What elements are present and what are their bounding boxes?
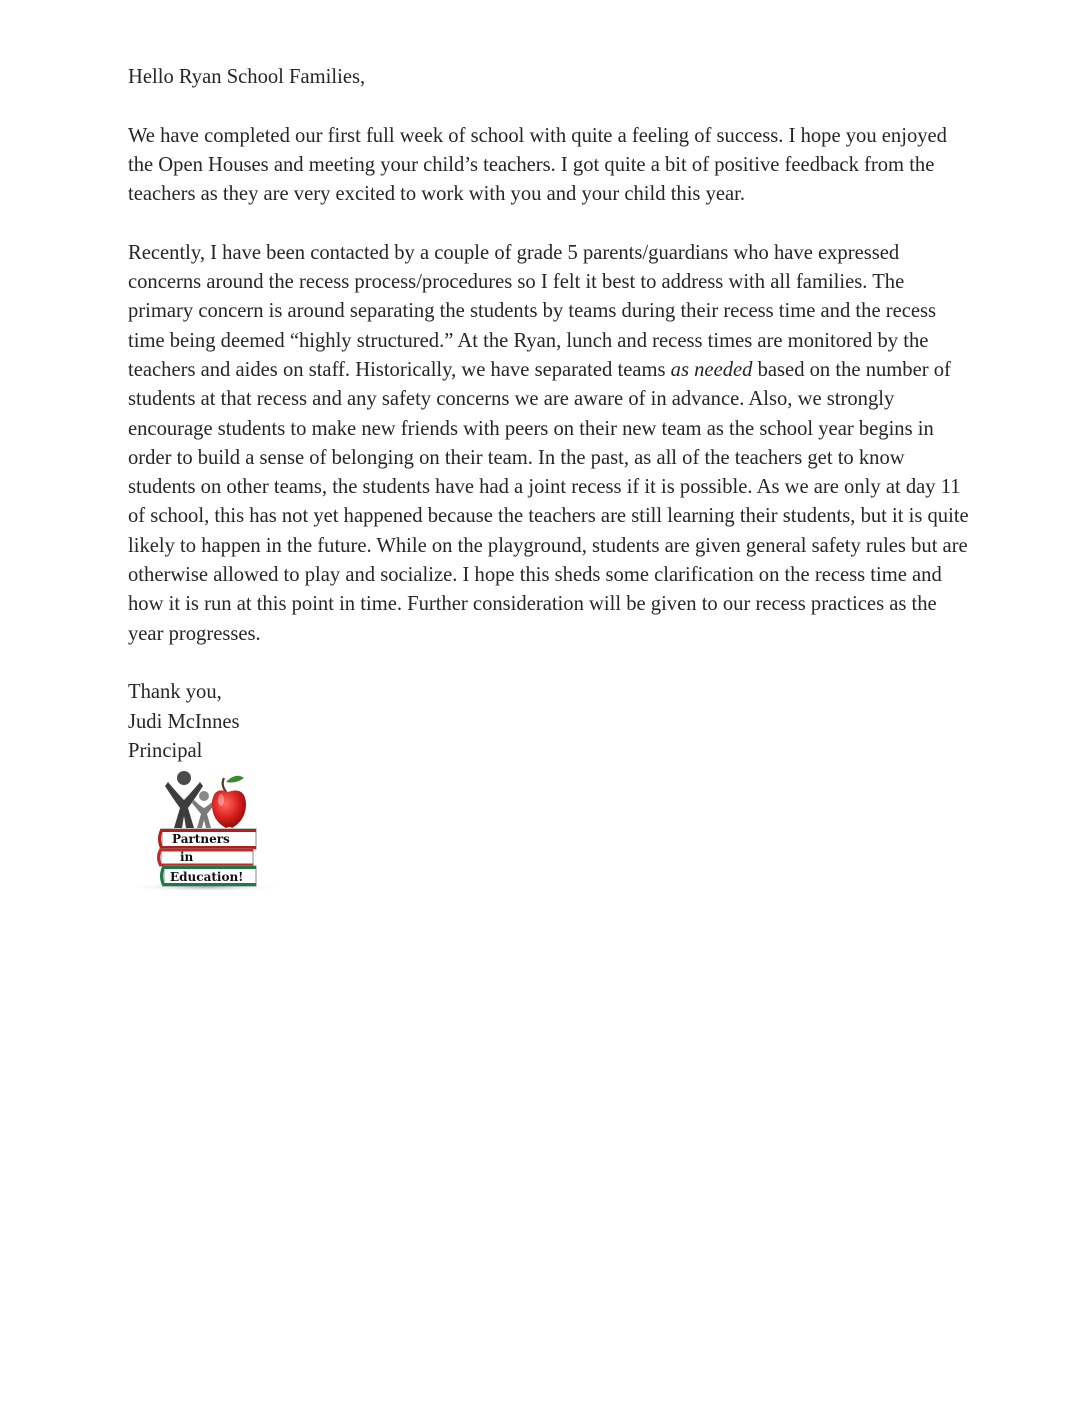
letter-paragraph-1: We have completed our first full week of school with quite a feeling of success. I hope you enjoyed the Open Houses and meeting your child’s teachers. I got quite a bit of positive feedback from the teachers as they are very excited to work with you and your child this year. (128, 124, 947, 206)
logo-graphic (128, 768, 288, 894)
apple-icon (212, 776, 246, 828)
signer-name: Judi McInnes (128, 710, 240, 733)
middle-book (159, 849, 254, 866)
letter-paragraph-2 (128, 239, 973, 649)
paragraph-2-text-end: based on the number of students at that recess and any safety concerns we are aware of in advance. Also, we strongly encourage students to make new friends with peers on their new team as the school year begins in order to build a sense of belonging on their team. In the past, as all of the teachers get to know students on other teams, the students have had a joint recess if it is possible. As we are only at day 11 of school, this has not yet happened because the teachers are still learning their students, but it is quite likely to happen in the future. While on the playground, students are given general safety rules but are otherwise allowed to play and socialize. I hope this sheds some clarification on the recess time and how it is run at this point in time. Further consideration will be given to our recess practices as the year progresses. (128, 358, 969, 645)
paragraph-2-text-start: Recently, I have been contacted by a couple of grade 5 parents/guardians who have expressed concerns around the recess process/procedures so I felt it best to address with all families. The primary concern is around separating the students by teams during their recess time and the recess time being deemed “highly structured.” At the Ryan, lunch and recess times are monitored by the teachers and aides on staff. Historically, we have separated teams (128, 241, 937, 381)
letter-closing: Thank you, (128, 681, 222, 704)
adult-figure-icon (165, 771, 203, 828)
logo-text-education: Education! (170, 870, 244, 884)
letter-greeting: Hello Ryan School Families, (128, 66, 366, 88)
signer-title: Principal (128, 739, 203, 762)
letter-body (128, 63, 973, 766)
paragraph-2-emphasis: as needed (670, 358, 753, 381)
partners-in-education-logo (128, 768, 288, 894)
logo-text-in: in (180, 850, 194, 864)
logo-text-partners: Partners (172, 832, 230, 846)
